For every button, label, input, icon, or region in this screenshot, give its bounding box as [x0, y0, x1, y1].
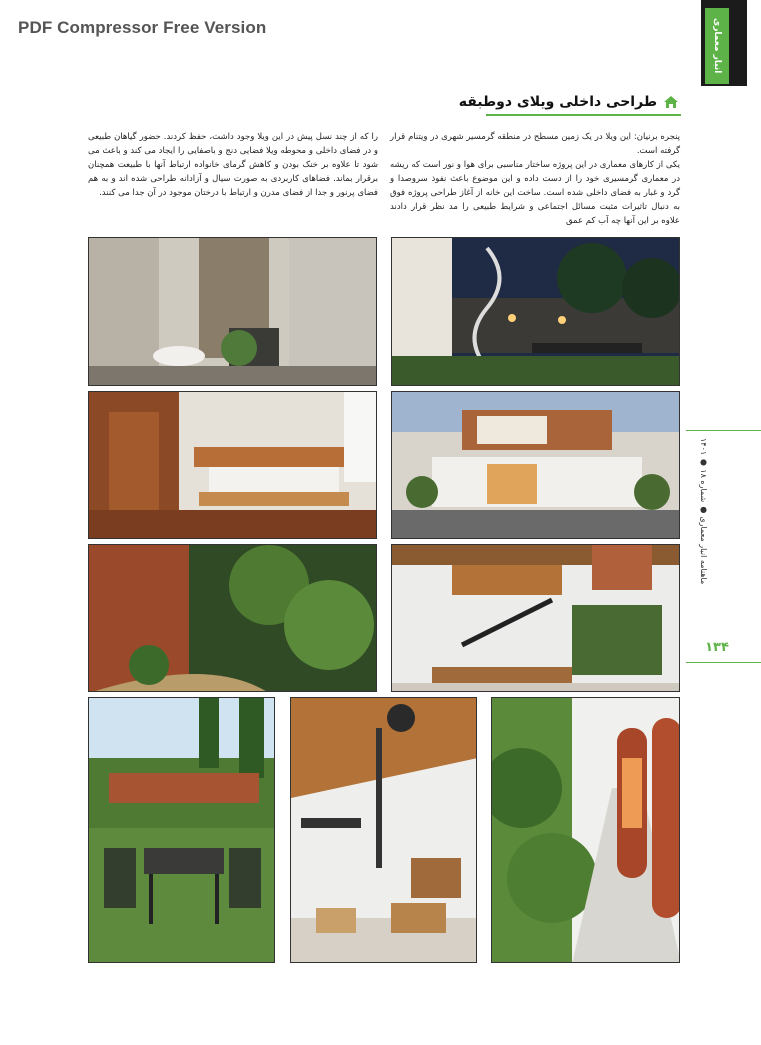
house-icon: [663, 95, 679, 109]
text-column-left: [88, 130, 378, 200]
photo-double-height-living: [290, 697, 477, 963]
paragraph: یکی از کارهای معماری در این پروژه ساختار مناسبی برای هوا و نور است که ریشه در معماری گرمسیری خود را از دست داده و این موضوع باعث نفوذ سروصدا و گرد و غبار به فضای داخلی شده است. ساخت این خانه از آغاز طراحی پروژه فوق به دنبال تاثیرات مثبت مسائل اجتماعی و شرایط طبیعی را مد نظر قرار دادند علاوه بر این آنها چه آب کم عمق: [390, 160, 680, 226]
photo-living-stair: [391, 544, 680, 692]
photo-corridor-plants: [491, 697, 680, 963]
page-number: ۱۳۴: [705, 640, 729, 655]
side-tab-label: انبار معماری: [712, 18, 722, 74]
photo-garden-path: [88, 544, 377, 692]
photo-garden-dining: [88, 697, 275, 963]
text-column-right: [390, 130, 680, 228]
article-title-block: [459, 94, 679, 110]
photo-bedroom: [88, 391, 377, 539]
side-divider: [686, 662, 761, 663]
side-tab-label-box: [705, 8, 729, 84]
title-underline: [486, 114, 681, 116]
paragraph: پنجره برنیان: این ویلا در یک زمین مسطح در منطقه گرمسیر شهری در ویتنام قرار گرفته است.: [390, 132, 680, 156]
paragraph: را که از چند نسل پیش در این ویلا وجود داشت، حفظ کردند. حضور گیاهان طبیعی و در فضای داخلی و محوطه ویلا فضایی دنج و باصفایی را ایجاد می کند و باعث می شود تا علاوه بر خنک بودن و کاهش گرمای خانواده ارتباط آنها با طبیعت همچنان برقرار بماند. فضاهای کاربردی به صورت سیال و آزادانه طراحی شده اند و به هم فضای پرنور و جدا از فضای مدرن و ارتباط با درختان موجود در آن جدا می کنند.: [88, 132, 378, 198]
watermark: PDF Compressor Free Version: [18, 18, 267, 37]
photo-facade: [391, 391, 680, 539]
side-divider: [686, 430, 761, 431]
article-title: طراحی داخلی ویلای دوطبقه: [458, 94, 657, 110]
side-meta: ماهنامه انبار معماری ● شماره ۱۸ ● ۱۴۰۱: [699, 438, 708, 585]
photo-bathroom: [88, 237, 377, 386]
photo-courtyard-night: [391, 237, 680, 386]
